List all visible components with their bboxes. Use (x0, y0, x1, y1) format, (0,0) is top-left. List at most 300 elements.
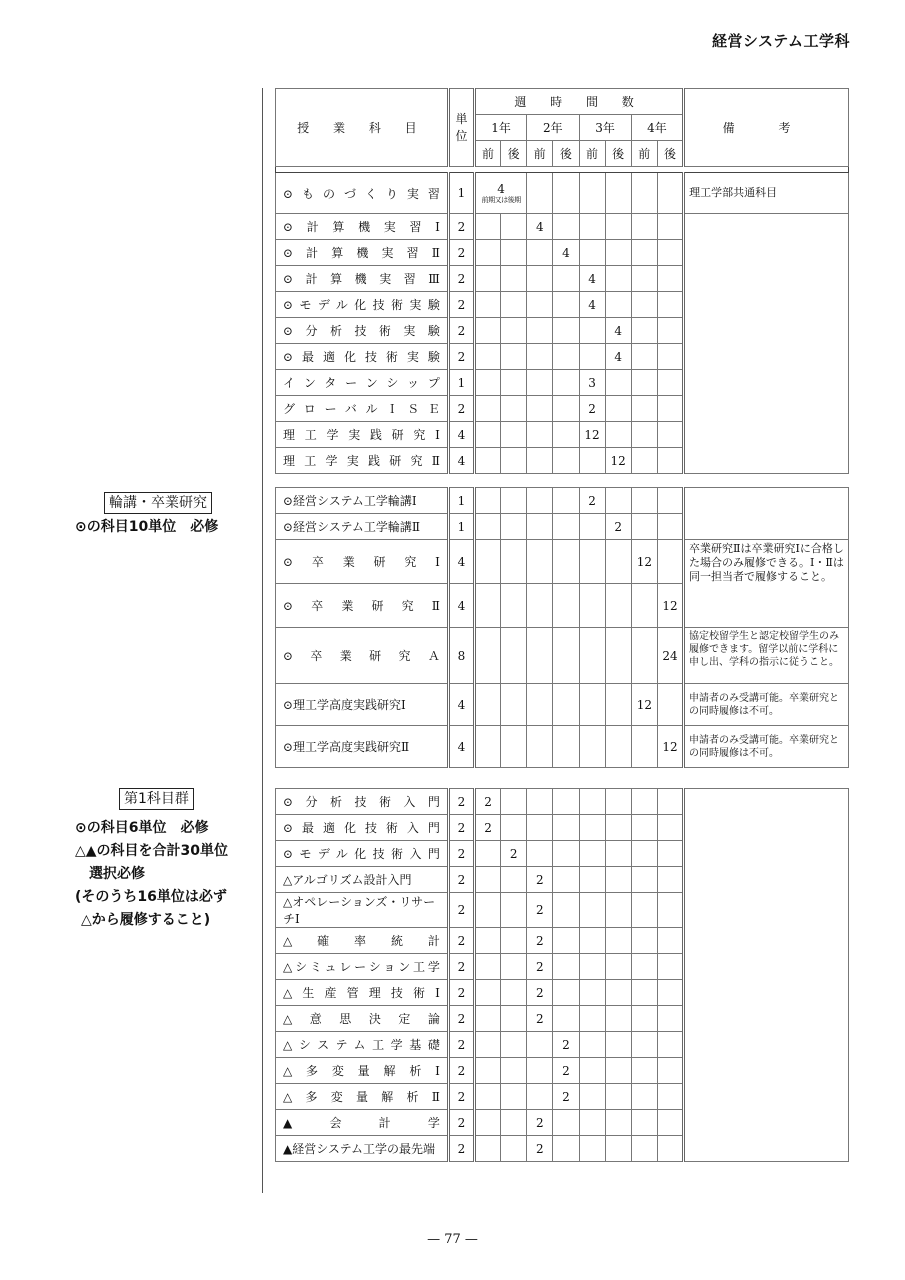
hours-cell (631, 815, 657, 841)
hours-cell (657, 954, 683, 980)
hours-cell: 2 (579, 488, 605, 514)
hours-cell (631, 628, 657, 684)
hours-cell (657, 292, 683, 318)
hours-cell (657, 266, 683, 292)
hours-cell (605, 1006, 631, 1032)
subject-name: ⊙卒業研究Ａ (276, 628, 449, 684)
hours-cell: 2 (475, 815, 501, 841)
subject-name: ⊙計算機実習Ⅱ (276, 240, 449, 266)
hours-cell (553, 344, 579, 370)
hours-cell (605, 726, 631, 768)
hours-cell (553, 1110, 579, 1136)
hours-cell (501, 1084, 527, 1110)
hours-cell (553, 815, 579, 841)
subject-name: ⊙経営システム工学輪講Ⅱ (276, 514, 449, 540)
hours-cell: 2 (501, 841, 527, 867)
hours-cell (657, 173, 683, 214)
section-label-group1-box: 第1科目群 (119, 788, 194, 810)
hours-cell (631, 396, 657, 422)
hours-cell: 12 (605, 448, 631, 474)
hours-cell (501, 928, 527, 954)
unit-value: 2 (448, 1032, 474, 1058)
hours-cell (579, 584, 605, 628)
unit-value: 2 (448, 1136, 474, 1162)
hours-cell: 4 (579, 292, 605, 318)
unit-value: 2 (448, 867, 474, 893)
hours-cell (579, 514, 605, 540)
hours-cell (631, 214, 657, 240)
unit-value: 4 (448, 684, 474, 726)
hours-cell (605, 1084, 631, 1110)
unit-value: 4 (448, 726, 474, 768)
hours-cell (501, 370, 527, 396)
hours-cell (631, 867, 657, 893)
requirement-line: △▲の科目を合計30単位 (75, 843, 229, 859)
subject-name: ▲経営システム工学の最先端 (276, 1136, 449, 1162)
hours-cell (527, 789, 553, 815)
hours-cell: 2 (527, 928, 553, 954)
hours-cell (475, 344, 501, 370)
hours-cell (657, 1032, 683, 1058)
unit-value: 4 (448, 422, 474, 448)
hours-cell (605, 1032, 631, 1058)
hours-cell: 4 (605, 318, 631, 344)
hours-cell: 2 (553, 1084, 579, 1110)
subject-name: △確率統計 (276, 928, 449, 954)
hours-cell: 2 (527, 1110, 553, 1136)
hours-cell (605, 684, 631, 726)
hours-cell (527, 422, 553, 448)
hours-cell (501, 954, 527, 980)
subject-name: ⊙計算機実習Ⅰ (276, 214, 449, 240)
hours-cell (631, 954, 657, 980)
hours-cell (605, 867, 631, 893)
hours-cell (475, 214, 501, 240)
unit-value: 2 (448, 318, 474, 344)
hours-cell (631, 173, 657, 214)
hours-cell (553, 954, 579, 980)
hours-cell (553, 266, 579, 292)
remarks-graduation-note: 卒業研究Ⅱは卒業研究Ⅰに合格した場合のみ履修できる。Ⅰ・Ⅱは同一担当者で履修すること。 (684, 540, 849, 628)
hours-cell (657, 514, 683, 540)
hours-cell (579, 1006, 605, 1032)
hours-cell (553, 867, 579, 893)
hours-cell (527, 726, 553, 768)
hours-cell (501, 1006, 527, 1032)
hours-cell (631, 318, 657, 344)
hours-cell (657, 318, 683, 344)
hours-cell: 12 (631, 540, 657, 584)
hours-cell (579, 980, 605, 1006)
hours-cell (501, 488, 527, 514)
unit-value: 1 (448, 370, 474, 396)
hours-cell (657, 1136, 683, 1162)
header-weekly-hours: 週 時 間 数 (475, 89, 684, 115)
hours-cell (631, 448, 657, 474)
hours-cell (475, 893, 501, 928)
hours-cell (501, 422, 527, 448)
hours-cell (501, 726, 527, 768)
hours-cell (527, 344, 553, 370)
hours-cell: 3 (579, 370, 605, 396)
header-unit (448, 89, 474, 167)
hours-cell (631, 514, 657, 540)
hours-cell (605, 1058, 631, 1084)
subject-name: ⊙経営システム工学輪講Ⅰ (276, 488, 449, 514)
hours-cell (527, 1032, 553, 1058)
subject-name: △生産管理技術Ⅰ (276, 980, 449, 1006)
hours-cell (579, 815, 605, 841)
hours-cell (605, 815, 631, 841)
hours-cell (553, 396, 579, 422)
curriculum-table-block1 (275, 88, 849, 474)
hours-cell (631, 266, 657, 292)
hours-cell (579, 789, 605, 815)
hours-cell (501, 514, 527, 540)
hours-cell (527, 815, 553, 841)
hours-cell (553, 841, 579, 867)
hours-cell (631, 370, 657, 396)
unit-value: 1 (448, 173, 474, 214)
hours-cell (631, 240, 657, 266)
hours-cell (501, 240, 527, 266)
subject-name: ⊙モデル化技術入門 (276, 841, 449, 867)
hours-cell (631, 1110, 657, 1136)
remarks-advanced-note: 申請者のみ受講可能。卒業研究との同時履修は不可。 (684, 726, 849, 768)
hours-cell (657, 893, 683, 928)
hours-cell (475, 980, 501, 1006)
subject-name: ⊙分析技術入門 (276, 789, 449, 815)
subject-name: ⊙分析技術実験 (276, 318, 449, 344)
hours-cell (579, 928, 605, 954)
hours-cell: 2 (527, 893, 553, 928)
hours-cell (501, 684, 527, 726)
hours-cell (475, 1058, 501, 1084)
hours-cell (579, 841, 605, 867)
unit-value: 4 (448, 448, 474, 474)
hours-cell (553, 628, 579, 684)
subject-name: グローバルＩＳＥ (276, 396, 449, 422)
hours-cell (475, 726, 501, 768)
hours-cell (527, 1058, 553, 1084)
hours-cell (527, 514, 553, 540)
hours-cell (475, 1006, 501, 1032)
subject-name: 理工学実践研究Ⅱ (276, 448, 449, 474)
unit-value: 2 (448, 789, 474, 815)
hours-cell (605, 173, 631, 214)
hours-cell (475, 1136, 501, 1162)
hours-cell (579, 628, 605, 684)
hours-cell: 2 (553, 1032, 579, 1058)
table-row (276, 488, 849, 514)
hours-cell (527, 684, 553, 726)
unit-value: 1 (448, 514, 474, 540)
hours-cell (657, 240, 683, 266)
hours-cell (475, 1032, 501, 1058)
hours-cell (501, 867, 527, 893)
hours-cell (501, 893, 527, 928)
hours-cell (605, 893, 631, 928)
hours-cell (605, 1136, 631, 1162)
header-first: 前 (631, 141, 657, 167)
hours-cell (527, 292, 553, 318)
hours-cell (631, 584, 657, 628)
subject-name: ⊙理工学高度実践研究Ⅰ (276, 684, 449, 726)
unit-value: 2 (448, 214, 474, 240)
hours-cell (475, 628, 501, 684)
remarks-empty (684, 214, 849, 474)
hours-cell (657, 422, 683, 448)
subject-name: △オペレーションズ・リサーチⅠ (276, 893, 449, 928)
hours-cell (501, 266, 527, 292)
hours-cell: 12 (631, 684, 657, 726)
hours-cell (657, 1084, 683, 1110)
hours-cell (631, 980, 657, 1006)
hours-cell (605, 928, 631, 954)
hours-cell (501, 1110, 527, 1136)
hours-cell (631, 928, 657, 954)
hours-cell (579, 448, 605, 474)
hours-cell (553, 448, 579, 474)
hours-cell (475, 841, 501, 867)
section-label-seminar (104, 492, 212, 515)
hours-cell (631, 344, 657, 370)
hours-cell (605, 841, 631, 867)
header-subject: 授 業 科 目 (276, 89, 449, 167)
hours-cell (527, 318, 553, 344)
hours-cell (631, 1136, 657, 1162)
requirement-line: △から履修すること) (81, 912, 211, 928)
hours-value: 4 (497, 181, 505, 196)
remarks-note: 理工学部共通科目 (684, 173, 849, 214)
hours-cell (501, 1058, 527, 1084)
hours-cell (553, 726, 579, 768)
subject-name: ⊙卒業研究Ⅰ (276, 540, 449, 584)
department-title: 経営システム工学科 (711, 32, 850, 50)
hours-cell (605, 980, 631, 1006)
subject-name: ⊙卒業研究Ⅱ (276, 584, 449, 628)
subject-name: インターンシップ (276, 370, 449, 396)
hours-cell (553, 1136, 579, 1162)
header-second: 後 (553, 141, 579, 167)
unit-value: 2 (448, 1006, 474, 1032)
hours-cell: 2 (553, 1058, 579, 1084)
hours-cell (605, 370, 631, 396)
hours-cell (579, 1110, 605, 1136)
unit-value: 2 (448, 1110, 474, 1136)
hours-cell (553, 292, 579, 318)
hours-cell (657, 789, 683, 815)
subject-name: △アルゴリズム設計入門 (276, 867, 449, 893)
hours-cell (553, 173, 579, 214)
hours-cell (553, 789, 579, 815)
header-year-2: 2年 (527, 115, 579, 141)
hours-cell (527, 841, 553, 867)
hours-cell (605, 266, 631, 292)
subject-name: ⊙計算機実習Ⅲ (276, 266, 449, 292)
hours-cell (475, 1110, 501, 1136)
hours-cell (579, 344, 605, 370)
hours-cell (605, 422, 631, 448)
hours-cell: 2 (527, 954, 553, 980)
hours-cell: 2 (527, 980, 553, 1006)
table-row (276, 173, 849, 214)
hours-cell (527, 584, 553, 628)
hours-cell: 2 (527, 1006, 553, 1032)
hours-cell (553, 893, 579, 928)
subject-name: △多変量解析Ⅱ (276, 1084, 449, 1110)
curriculum-table-block3 (275, 788, 849, 1162)
hours-cell (475, 240, 501, 266)
hours-cell (553, 684, 579, 726)
hours-cell (631, 789, 657, 815)
curriculum-table-block2 (275, 487, 849, 768)
hours-cell (657, 214, 683, 240)
hours-cell (631, 1032, 657, 1058)
hours-cell (501, 980, 527, 1006)
remarks-study-abroad-note: 協定校留学生と認定校留学生のみ履修できます。留学以前に学科に申し出、学科の指示に従うこと。 (684, 628, 849, 684)
header-first: 前 (475, 141, 501, 167)
hours-cell (553, 370, 579, 396)
hours-cell (579, 214, 605, 240)
hours-cell (475, 954, 501, 980)
header-second: 後 (501, 141, 527, 167)
hours-cell (605, 954, 631, 980)
table-row (276, 628, 849, 684)
hours-cell (501, 344, 527, 370)
unit-value: 4 (448, 584, 474, 628)
hours-cell (475, 540, 501, 584)
unit-value: 2 (448, 893, 474, 928)
hours-cell (631, 726, 657, 768)
hours-cell (605, 584, 631, 628)
hours-cell: 2 (527, 1136, 553, 1162)
hours-cell (475, 318, 501, 344)
subject-name: ⊙最適化技術入門 (276, 815, 449, 841)
hours-cell (579, 240, 605, 266)
hours-cell (501, 1032, 527, 1058)
remarks-empty (684, 488, 849, 540)
hours-cell (579, 867, 605, 893)
header-first: 前 (579, 141, 605, 167)
hours-cell: 4 (527, 214, 553, 240)
remarks-empty (684, 789, 849, 1162)
subject-name: ⊙ものづくり実習 (276, 173, 449, 214)
hours-cell (527, 370, 553, 396)
hours-cell (605, 240, 631, 266)
hours-cell: 12 (657, 726, 683, 768)
hours-cell (475, 266, 501, 292)
hours-cell: 2 (579, 396, 605, 422)
hours-cell (475, 292, 501, 318)
requirement-line: (そのうち16単位は必ず (75, 889, 227, 905)
hours-cell (605, 540, 631, 584)
hours-cell (579, 1136, 605, 1162)
hours-cell (579, 726, 605, 768)
unit-value: 2 (448, 292, 474, 318)
hours-cell (657, 1110, 683, 1136)
term-note: 前期又は後期 (481, 195, 521, 204)
hours-cell (527, 240, 553, 266)
subject-name: ⊙理工学高度実践研究Ⅱ (276, 726, 449, 768)
hours-cell (553, 928, 579, 954)
hours-cell (657, 396, 683, 422)
header-remarks: 備 考 (684, 89, 849, 167)
header-unit-label: 単位 (455, 111, 468, 143)
hours-cell (501, 1136, 527, 1162)
hours-cell (657, 1058, 683, 1084)
table-row (276, 789, 849, 815)
hours-cell (475, 867, 501, 893)
unit-value: 2 (448, 841, 474, 867)
hours-cell (475, 928, 501, 954)
hours-cell (527, 628, 553, 684)
hours-cell (475, 370, 501, 396)
hours-cell (657, 540, 683, 584)
header-year-1: 1年 (475, 115, 527, 141)
subject-name: △意思決定論 (276, 1006, 449, 1032)
hours-cell (605, 789, 631, 815)
unit-value: 2 (448, 954, 474, 980)
unit-value: 2 (448, 980, 474, 1006)
hours-cell (501, 318, 527, 344)
hours-cell (579, 1032, 605, 1058)
section-requirement-group1 (75, 817, 228, 932)
unit-value: 8 (448, 628, 474, 684)
subject-name: △多変量解析Ⅰ (276, 1058, 449, 1084)
unit-value: 2 (448, 928, 474, 954)
hours-cell (553, 540, 579, 584)
hours-cell (631, 1006, 657, 1032)
remarks-advanced-note: 申請者のみ受講可能。卒業研究との同時履修は不可。 (684, 684, 849, 726)
hours-cell (605, 214, 631, 240)
hours-cell (605, 488, 631, 514)
hours-cell (527, 448, 553, 474)
hours-cell (657, 448, 683, 474)
subject-name: 理工学実践研究Ⅰ (276, 422, 449, 448)
hours-cell (501, 789, 527, 815)
hours-cell (553, 422, 579, 448)
hours-cell (657, 928, 683, 954)
section-label-group1 (119, 788, 194, 811)
hours-cell (475, 173, 527, 214)
unit-value: 4 (448, 540, 474, 584)
hours-cell (657, 488, 683, 514)
hours-cell (553, 584, 579, 628)
hours-cell (579, 1084, 605, 1110)
hours-cell (501, 815, 527, 841)
hours-cell (475, 584, 501, 628)
hours-cell: 2 (475, 789, 501, 815)
table-row (276, 540, 849, 584)
header-year-3: 3年 (579, 115, 631, 141)
hours-cell (475, 514, 501, 540)
hours-cell (527, 173, 553, 214)
hours-cell (501, 214, 527, 240)
unit-value: 2 (448, 1084, 474, 1110)
unit-value: 2 (448, 240, 474, 266)
hours-cell (605, 1110, 631, 1136)
hours-cell (631, 292, 657, 318)
hours-cell: 4 (605, 344, 631, 370)
hours-cell (527, 396, 553, 422)
hours-cell (631, 893, 657, 928)
requirement-line: 選択必修 (89, 866, 145, 882)
hours-cell (553, 1006, 579, 1032)
header-year-4: 4年 (631, 115, 683, 141)
header-first: 前 (527, 141, 553, 167)
subject-name: ▲会計学 (276, 1110, 449, 1136)
